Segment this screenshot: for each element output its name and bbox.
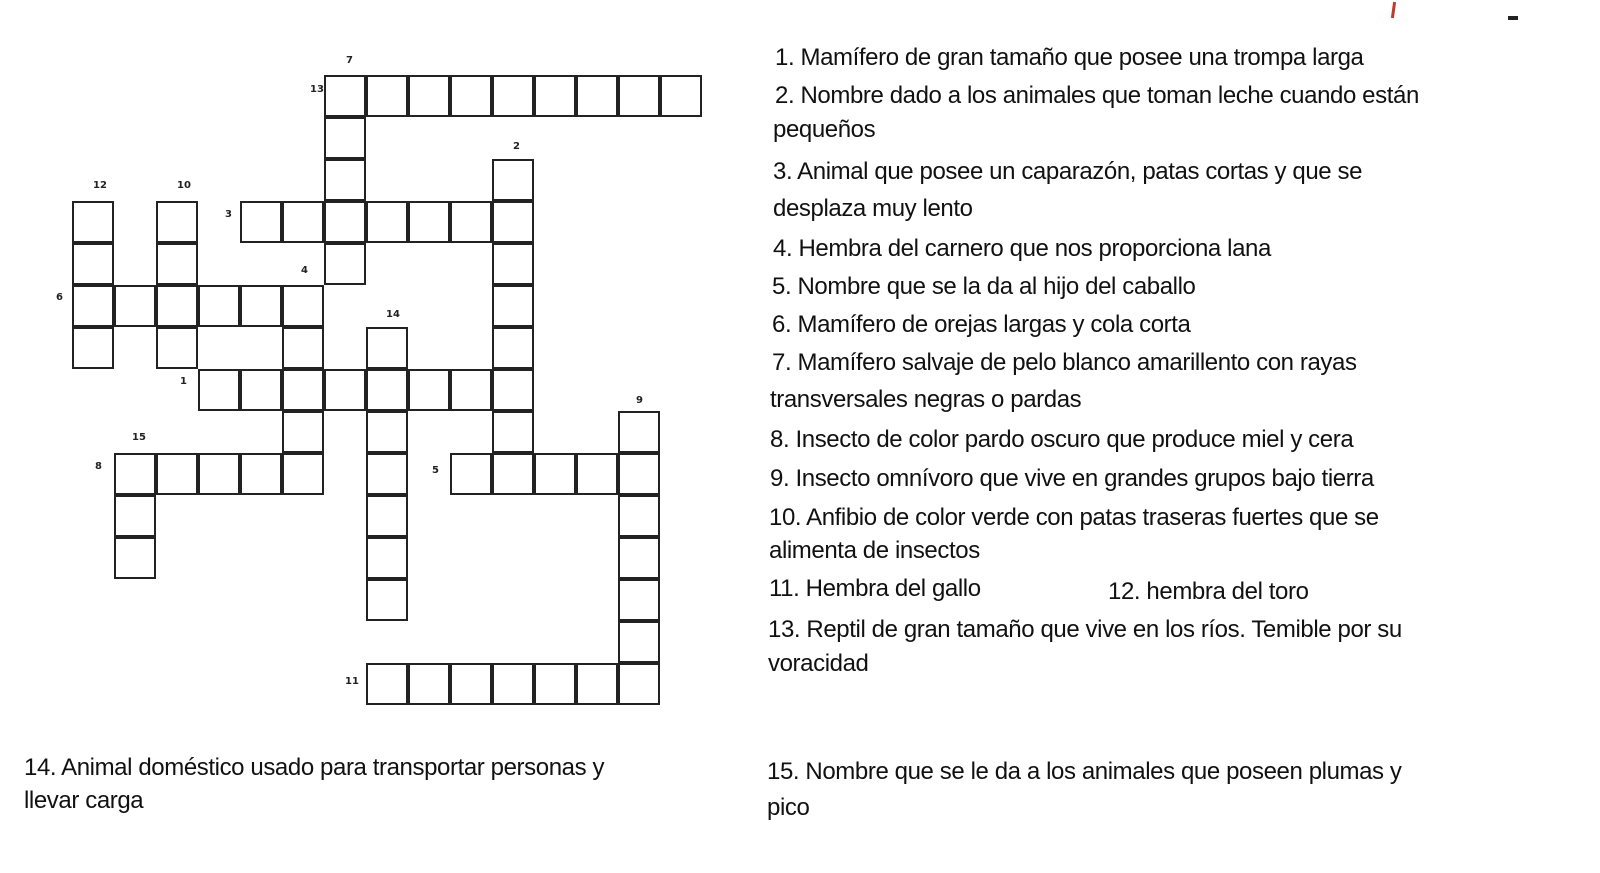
clue-11: 11. Hembra del gallo [769,575,981,602]
crossword-cell[interactable] [240,285,282,327]
crossword-cell[interactable] [156,285,198,327]
crossword-cell[interactable] [492,369,534,411]
clue-7: 7. Mamífero salvaje de pelo blanco amarillento con rayas [772,349,1357,376]
clue-number-6: 6 [56,292,63,303]
crossword-cell[interactable] [198,285,240,327]
clue-5: 5. Nombre que se la da al hijo del caballo [772,273,1196,300]
clue-number-8: 8 [95,461,102,472]
crossword-cell[interactable] [72,243,114,285]
clue-15: 15. Nombre que se le da a los animales que poseen plumas y [767,758,1402,785]
clue-10-cont: alimenta de insectos [769,537,980,564]
crossword-cell[interactable] [534,75,576,117]
clue-number-2: 2 [513,141,520,152]
crossword-grid [0,0,740,720]
crossword-cell[interactable] [366,663,408,705]
crossword-cell[interactable] [618,537,660,579]
crossword-cell[interactable] [282,411,324,453]
crossword-cell[interactable] [324,201,366,243]
crossword-cell[interactable] [324,243,366,285]
crossword-cell[interactable] [450,453,492,495]
crossword-cell[interactable] [366,495,408,537]
clue-2: 2. Nombre dado a los animales que toman leche cuando están [775,82,1419,109]
crossword-cell[interactable] [618,579,660,621]
crossword-cell[interactable] [156,327,198,369]
clue-3-cont: desplaza muy lento [773,195,973,222]
crossword-cell[interactable] [240,201,282,243]
clue-number-3: 3 [225,209,232,220]
crossword-cell[interactable] [72,201,114,243]
clue-number-13: 13 [310,84,324,95]
clue-number-11: 11 [345,676,359,687]
crossword-cell[interactable] [492,327,534,369]
crossword-cell[interactable] [618,663,660,705]
crossword-cell[interactable] [408,201,450,243]
clue-number-4: 4 [301,265,308,276]
crossword-cell[interactable] [618,495,660,537]
crossword-cell[interactable] [114,285,156,327]
crossword-cell[interactable] [618,75,660,117]
clue-number-5: 5 [432,465,439,476]
clue-4: 4. Hembra del carnero que nos proporciona lana [773,235,1271,262]
crossword-cell[interactable] [576,75,618,117]
clue-number-15: 15 [132,432,146,443]
crossword-cell[interactable] [492,663,534,705]
crossword-cell[interactable] [198,453,240,495]
crossword-cell[interactable] [114,453,156,495]
clue-number-7: 7 [346,55,353,66]
crossword-cell[interactable] [366,75,408,117]
crossword-cell[interactable] [576,663,618,705]
crossword-cell[interactable] [114,495,156,537]
crossword-cell[interactable] [534,453,576,495]
crossword-cell[interactable] [618,411,660,453]
crossword-cell[interactable] [366,537,408,579]
crossword-cell[interactable] [282,201,324,243]
crossword-cell[interactable] [492,453,534,495]
crossword-cell[interactable] [408,663,450,705]
crossword-cell[interactable] [366,201,408,243]
pen-mark [1508,16,1518,20]
crossword-cell[interactable] [240,369,282,411]
clue-2-cont: pequeños [773,116,876,143]
crossword-cell[interactable] [72,327,114,369]
crossword-cell[interactable] [156,243,198,285]
crossword-cell[interactable] [114,537,156,579]
crossword-cell[interactable] [198,369,240,411]
clue-3: 3. Animal que posee un caparazón, patas cortas y que se [773,158,1363,185]
crossword-cell[interactable] [324,369,366,411]
clue-number-9: 9 [636,395,643,406]
clue-10: 10. Anfibio de color verde con patas traseras fuertes que se [769,504,1379,531]
clue-9: 9. Insecto omnívoro que vive en grandes grupos bajo tierra [770,465,1374,492]
clue-1: 1. Mamífero de gran tamaño que posee una trompa larga [775,44,1364,71]
crossword-cell[interactable] [324,75,366,117]
crossword-cell[interactable] [408,369,450,411]
clue-6: 6. Mamífero de orejas largas y cola corta [772,311,1191,338]
clue-number-14: 14 [386,309,400,320]
clue-number-10: 10 [177,180,191,191]
crossword-cell[interactable] [576,453,618,495]
clue-14-cont: llevar carga [24,787,144,814]
crossword-cell[interactable] [282,285,324,327]
clue-8: 8. Insecto de color pardo oscuro que produce miel y cera [770,426,1354,453]
clue-14: 14. Animal doméstico usado para transportar personas y [24,754,605,781]
clue-7-cont: transversales negras o pardas [770,386,1082,413]
crossword-cell[interactable] [408,75,450,117]
crossword-cell[interactable] [156,453,198,495]
crossword-cell[interactable] [618,621,660,663]
crossword-cell[interactable] [450,201,492,243]
clue-13: 13. Reptil de gran tamaño que vive en los ríos. Temible por su [768,616,1402,643]
crossword-cell[interactable] [450,663,492,705]
crossword-cell[interactable] [492,201,534,243]
crossword-cell[interactable] [366,411,408,453]
crossword-cell[interactable] [324,159,366,201]
crossword-cell[interactable] [72,285,114,327]
crossword-cell[interactable] [240,453,282,495]
crossword-cell[interactable] [282,327,324,369]
crossword-cell[interactable] [660,75,702,117]
crossword-cell[interactable] [366,327,408,369]
crossword-cell[interactable] [492,411,534,453]
crossword-cell[interactable] [366,579,408,621]
crossword-cell[interactable] [492,159,534,201]
crossword-cell[interactable] [450,369,492,411]
clue-number-1: 1 [180,376,187,387]
clue-number-12: 12 [93,180,107,191]
crossword-cell[interactable] [366,453,408,495]
clue-12: 12. hembra del toro [1108,578,1309,605]
clue-13-cont: voracidad [768,650,869,677]
pen-mark [1391,2,1396,18]
crossword-cell[interactable] [492,243,534,285]
crossword-cell[interactable] [492,285,534,327]
clue-15-cont: pico [767,794,810,821]
crossword-cell[interactable] [282,369,324,411]
crossword-cell[interactable] [156,201,198,243]
crossword-cell[interactable] [534,663,576,705]
crossword-cell[interactable] [450,75,492,117]
crossword-cell[interactable] [282,453,324,495]
crossword-cell[interactable] [492,75,534,117]
crossword-cell[interactable] [366,369,408,411]
crossword-cell[interactable] [618,453,660,495]
crossword-cell[interactable] [324,117,366,159]
